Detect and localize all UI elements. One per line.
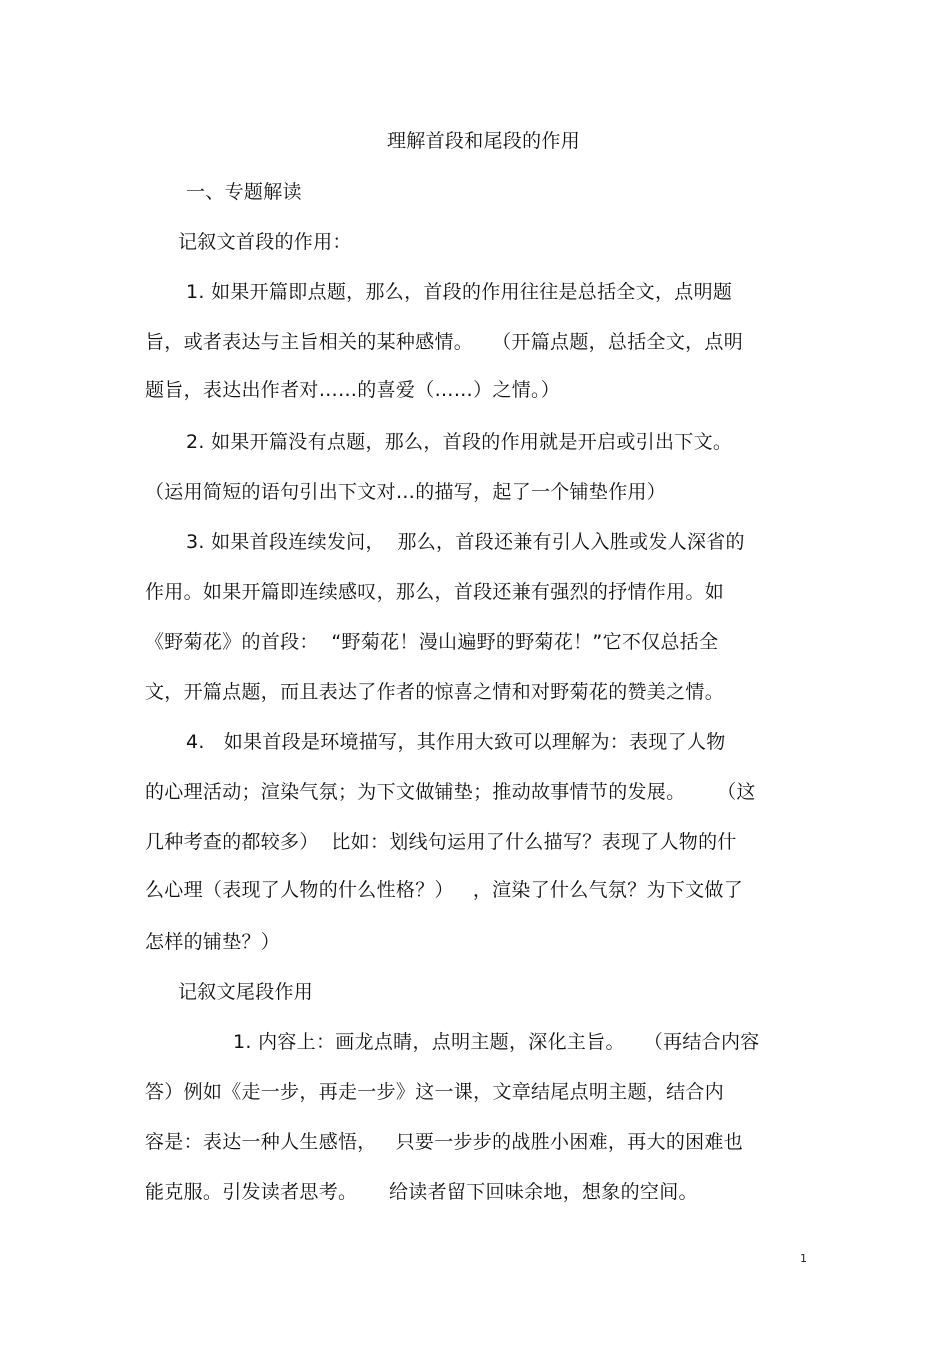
paragraph-line: 2. 如果开篇没有点题，那么，首段的作用就是开启或引出下文。 [186,431,733,453]
paragraph-line: 1. 内容上：画龙点睛，点明主题，深化主旨。 （再结合内容 [233,1031,760,1053]
paragraph-line: 3. 如果首段连续发问， 那么，首段还兼有引人入胜或发人深省的 [186,531,745,553]
document-title: 理解首段和尾段的作用 [387,130,581,152]
paragraph-line: 《野菊花》的首段： “野菊花！漫山遍野的野菊花！”它不仅总括全 [145,631,719,653]
paragraph-line: 能克服。引发读者思考。 给读者留下回味余地，想象的空间。 [145,1181,698,1203]
paragraph-line: 文，开篇点题，而且表达了作者的惊喜之情和对野菊花的赞美之情。 [145,681,725,703]
paragraph-line: 答）例如《走一步，再走一步》这一课，文章结尾点明主题，结合内 [145,1081,725,1103]
opening-heading: 记叙文首段的作用： [178,231,352,253]
section-heading: 一、专题解读 [186,181,302,203]
page-number: 1 [800,1252,807,1265]
ending-heading: 记叙文尾段作用 [178,981,314,1003]
paragraph-line: 作用。如果开篇即连续感叹，那么，首段还兼有强烈的抒情作用。如 [145,581,725,603]
paragraph-line: 1. 如果开篇即点题，那么，首段的作用往往是总括全文，点明题 [186,281,733,303]
paragraph-line: （运用简短的语句引出下文对…的描写，起了一个铺垫作用） [145,481,667,503]
paragraph-line: 的心理活动；渲染气氛；为下文做铺垫；推动故事情节的发展。 （这 [145,781,756,803]
paragraph-line: 4. 如果首段是环境描写，其作用大致可以理解为：表现了人物 [186,731,726,753]
paragraph-line: 几种考查的都较多） 比如：划线句运用了什么描写？表现了人物的什 [145,831,737,853]
paragraph-line: 容是：表达一种人生感悟， 只要一步步的战胜小困难，再大的困难也 [145,1131,744,1153]
paragraph-line: 题旨，表达出作者对……的喜爱（……）之情。） [145,379,561,401]
paragraph-line: 么心理（表现了人物的什么性格？） ，渲染了什么气氛？为下文做了 [145,879,744,901]
paragraph-line: 旨，或者表达与主旨相关的某种感情。 （开篇点题，总括全文，点明 [145,331,744,353]
paragraph-line: 怎样的铺垫？） [145,931,281,953]
